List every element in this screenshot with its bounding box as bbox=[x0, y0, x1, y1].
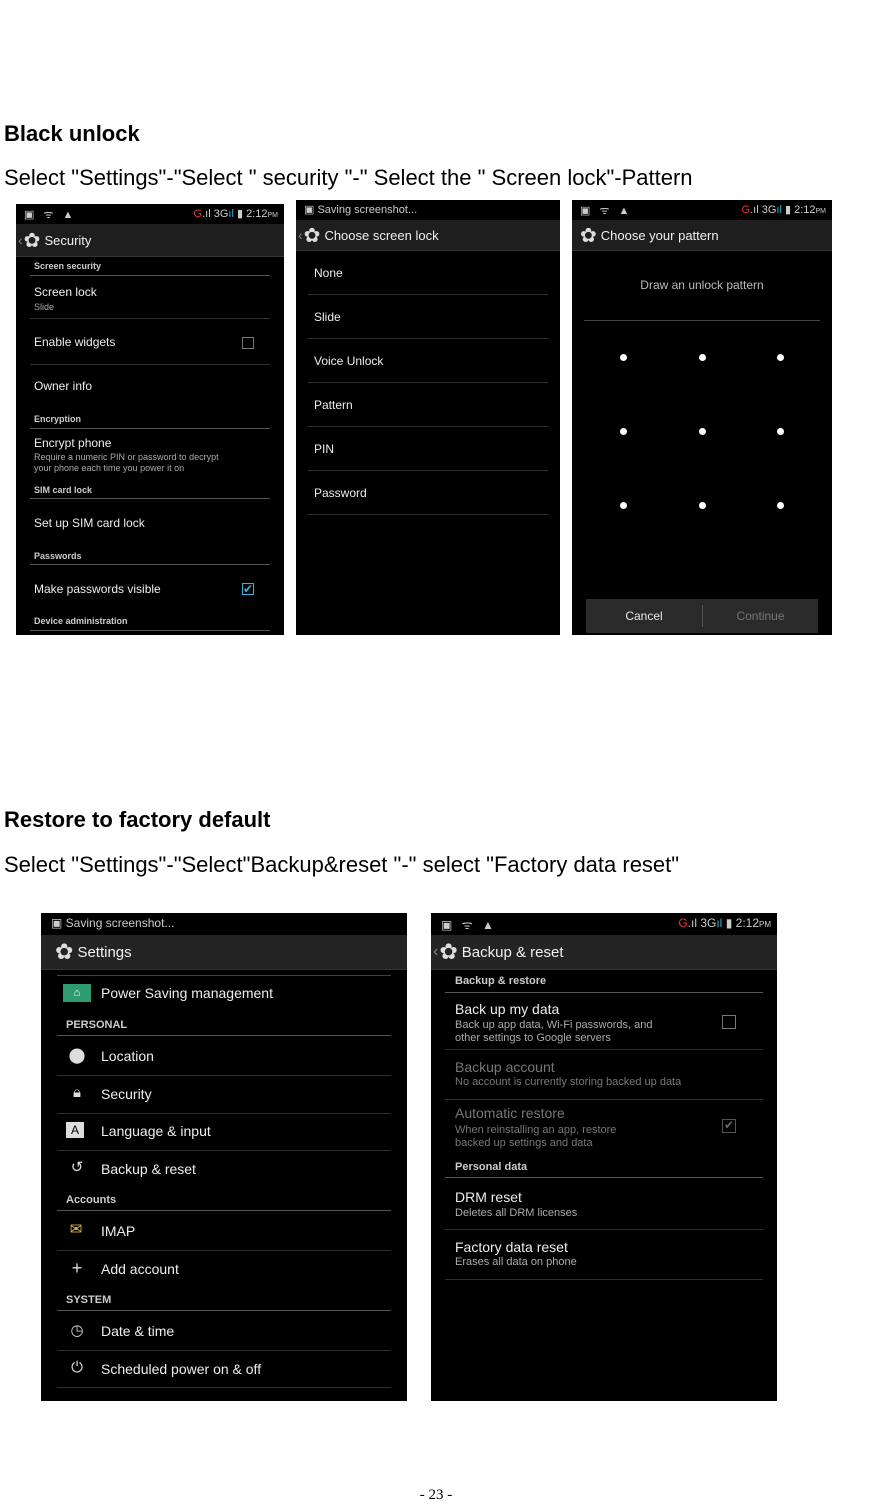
section-divider bbox=[57, 1035, 391, 1036]
battery-icon: ▮ bbox=[725, 916, 733, 930]
divider bbox=[57, 1350, 391, 1351]
encrypt-phone-summary-1: Require a numeric PIN or password to decrypt bbox=[34, 452, 219, 462]
instruction-text-unlock: Select "Settings"-"Select " security "-" Select the " Screen lock"-Pattern bbox=[4, 165, 693, 190]
pattern-dot[interactable] bbox=[620, 428, 627, 435]
pattern-dot[interactable] bbox=[699, 428, 706, 435]
settings-item-date-time[interactable]: Date & time bbox=[101, 1323, 175, 1339]
divider bbox=[445, 1279, 763, 1280]
encrypt-phone-summary-2: your phone each time you power it on bbox=[34, 463, 185, 473]
network-g-icon: G bbox=[741, 204, 751, 216]
pattern-dot[interactable] bbox=[777, 428, 784, 435]
divider bbox=[584, 320, 820, 321]
back-up-data-summary-1: Back up app data, Wi-Fi passwords, and bbox=[455, 1019, 653, 1031]
network-g-icon: G bbox=[193, 208, 203, 220]
screenshot-choose-screen-lock bbox=[296, 200, 560, 635]
settings-item-scheduled-power[interactable]: Scheduled power on & off bbox=[101, 1361, 262, 1377]
status-ampm: PM bbox=[267, 212, 278, 219]
continue-button[interactable]: Continue bbox=[736, 609, 785, 623]
lock-option-pin[interactable]: PIN bbox=[314, 442, 335, 456]
back-chevron-icon[interactable]: ‹ bbox=[433, 943, 439, 960]
setting-drm-reset[interactable]: DRM reset bbox=[455, 1189, 522, 1205]
cancel-button[interactable]: Cancel bbox=[625, 609, 663, 623]
section-divider bbox=[30, 498, 270, 499]
screenshot-security bbox=[16, 204, 284, 635]
email-envelope-icon: ✉ bbox=[69, 1221, 83, 1238]
divider bbox=[57, 975, 391, 976]
divider bbox=[308, 514, 548, 515]
divider bbox=[445, 1099, 763, 1100]
lock-option-slide[interactable]: Slide bbox=[314, 310, 341, 324]
action-bar bbox=[572, 220, 832, 251]
automatic-restore-summary-1: When reinstalling an app, restore bbox=[455, 1124, 617, 1136]
power-saving-icon: ⌂ bbox=[63, 984, 91, 1002]
gear-icon: ✿ bbox=[23, 229, 41, 252]
status-bar bbox=[16, 204, 284, 224]
divider bbox=[445, 1229, 763, 1230]
setting-backup-account[interactable]: Backup account bbox=[455, 1059, 555, 1075]
location-pin-icon: ⬤ bbox=[68, 1047, 86, 1064]
setting-enable-widgets[interactable]: Enable widgets bbox=[34, 335, 116, 349]
screen-title: Choose screen lock bbox=[324, 227, 439, 243]
setting-make-passwords-visible[interactable]: Make passwords visible bbox=[34, 582, 161, 596]
divider bbox=[445, 1049, 763, 1050]
gear-icon: ✿ bbox=[55, 939, 74, 964]
pattern-dot[interactable] bbox=[620, 502, 627, 509]
section-system: SYSTEM bbox=[66, 1294, 112, 1306]
automatic-restore-summary-2: backed up settings and data bbox=[455, 1137, 593, 1149]
backup-restore-icon: ↺ bbox=[70, 1159, 84, 1176]
screenshot-choose-pattern bbox=[572, 200, 832, 635]
status-left-icons: ▣ ᯤ ▲ bbox=[24, 209, 77, 221]
pattern-dot[interactable] bbox=[777, 502, 784, 509]
network-g-icon: G bbox=[678, 916, 688, 930]
page-number: - 23 - bbox=[419, 1487, 453, 1503]
setting-screen-lock-summary: Slide bbox=[34, 302, 55, 312]
status-ampm: PM bbox=[759, 920, 771, 929]
status-bar bbox=[41, 913, 407, 935]
back-chevron-icon[interactable]: ‹ bbox=[18, 232, 23, 248]
screenshot-settings bbox=[41, 913, 407, 1401]
action-bar bbox=[16, 224, 284, 257]
divider bbox=[30, 318, 270, 319]
section-divider bbox=[57, 1310, 391, 1311]
screen-title: Backup & reset bbox=[461, 943, 564, 961]
setting-automatic-restore[interactable]: Automatic restore bbox=[455, 1105, 565, 1121]
gear-icon: ✿ bbox=[439, 939, 458, 964]
signal-icon: .ıl 3G bbox=[202, 208, 229, 220]
action-bar bbox=[431, 935, 777, 970]
saving-screenshot-notice: ▣ Saving screenshot... bbox=[51, 916, 175, 930]
back-up-data-summary-2: other settings to Google servers bbox=[455, 1032, 611, 1044]
divider bbox=[57, 1150, 391, 1151]
settings-item-add-account[interactable]: Add account bbox=[101, 1261, 179, 1277]
status-bar bbox=[296, 200, 560, 220]
status-time: 2:12 bbox=[794, 204, 816, 216]
clock-icon: ◷ bbox=[70, 1322, 84, 1339]
section-passwords: Passwords bbox=[34, 551, 82, 561]
battery-icon: ▮ bbox=[236, 208, 244, 220]
signal2-icon: ıl bbox=[716, 916, 723, 930]
section-personal-data: Personal data bbox=[455, 1161, 528, 1173]
section-divider bbox=[30, 630, 270, 631]
language-keyboard-icon: A bbox=[66, 1122, 84, 1138]
section-divider bbox=[30, 275, 270, 276]
status-bar bbox=[572, 200, 832, 220]
pattern-dot[interactable] bbox=[620, 354, 627, 361]
pattern-dot[interactable] bbox=[699, 502, 706, 509]
lock-option-pattern[interactable]: Pattern bbox=[314, 398, 353, 412]
passwords-visible-checkbox[interactable]: ✔ bbox=[243, 582, 254, 596]
pattern-prompt: Draw an unlock pattern bbox=[640, 278, 764, 292]
screen-title: Choose your pattern bbox=[600, 227, 719, 243]
section-heading-restore: Restore to factory default bbox=[4, 807, 271, 832]
settings-item-backup-reset[interactable]: Backup & reset bbox=[101, 1161, 196, 1177]
setting-encrypt-phone[interactable]: Encrypt phone bbox=[34, 436, 112, 450]
signal-icon: .ıl 3G bbox=[687, 916, 717, 930]
scheduled-power-icon: ⏻ bbox=[71, 1359, 83, 1376]
divider bbox=[308, 470, 548, 471]
pattern-button-bar bbox=[586, 599, 818, 633]
divider bbox=[308, 294, 548, 295]
divider bbox=[57, 1113, 391, 1114]
lock-option-voice-unlock[interactable]: Voice Unlock bbox=[314, 354, 384, 368]
divider bbox=[57, 1387, 391, 1388]
section-screen-security: Screen security bbox=[34, 261, 102, 271]
section-device-administration: Device administration bbox=[34, 616, 128, 626]
settings-item-power-saving[interactable]: Power Saving management bbox=[101, 985, 273, 1001]
section-divider bbox=[445, 992, 763, 993]
screenshot-backup-reset bbox=[431, 913, 777, 1401]
divider bbox=[308, 426, 548, 427]
instruction-text-restore: Select "Settings"-"Select"Backup&reset "-" select "Factory data reset" bbox=[4, 852, 680, 877]
back-chevron-icon[interactable]: ‹ bbox=[298, 227, 303, 243]
setting-back-up-my-data[interactable]: Back up my data bbox=[455, 1001, 560, 1017]
status-left-icons: ▣ ᯤ ▲ bbox=[580, 205, 633, 217]
backup-account-summary: No account is currently storing backed up data bbox=[455, 1076, 682, 1088]
action-bar bbox=[41, 935, 407, 970]
screen-title: Security bbox=[44, 232, 92, 248]
settings-item-imap[interactable]: IMAP bbox=[101, 1223, 136, 1239]
pattern-dot[interactable] bbox=[777, 354, 784, 361]
factory-data-reset-summary: Erases all data on phone bbox=[455, 1256, 577, 1268]
signal2-icon: ıl bbox=[228, 208, 234, 220]
section-encryption: Encryption bbox=[34, 414, 82, 424]
signal-icon: .ıl 3G bbox=[750, 204, 777, 216]
settings-item-location[interactable]: Location bbox=[101, 1048, 154, 1064]
screenshot-icon: ▣ bbox=[304, 204, 318, 216]
saving-screenshot-notice: ▣ Saving screenshot... bbox=[304, 204, 418, 216]
section-personal: PERSONAL bbox=[66, 1019, 128, 1031]
screenshot-icon: ▣ bbox=[51, 916, 66, 930]
lock-option-none[interactable]: None bbox=[314, 266, 343, 280]
enable-widgets-checkbox[interactable] bbox=[242, 337, 254, 349]
section-accounts: Accounts bbox=[66, 1194, 117, 1206]
back-up-data-checkbox[interactable] bbox=[722, 1015, 736, 1029]
setting-sim-card-lock[interactable]: Set up SIM card lock bbox=[34, 516, 145, 530]
status-bar bbox=[431, 913, 777, 935]
lock-option-password[interactable]: Password bbox=[314, 486, 367, 500]
signal2-icon: ıl bbox=[776, 204, 782, 216]
settings-item-security[interactable]: Security bbox=[101, 1086, 152, 1102]
status-left-icons: ▣ ᯤ ▲ bbox=[441, 918, 497, 932]
divider bbox=[308, 338, 548, 339]
section-divider bbox=[30, 428, 270, 429]
lock-icon: 🔒︎ bbox=[73, 1084, 81, 1101]
gear-icon: ✿ bbox=[303, 224, 321, 247]
screen-title: Settings bbox=[77, 943, 132, 961]
status-time: 2:12 bbox=[246, 208, 268, 220]
setting-screen-lock[interactable]: Screen lock bbox=[34, 285, 97, 299]
section-backup-restore: Backup & restore bbox=[455, 975, 547, 987]
gear-icon: ✿ bbox=[580, 224, 597, 247]
settings-item-language-input[interactable]: Language & input bbox=[101, 1123, 211, 1139]
pattern-dot[interactable] bbox=[699, 354, 706, 361]
status-ampm: PM bbox=[815, 208, 826, 215]
divider bbox=[57, 1075, 391, 1076]
setting-owner-info[interactable]: Owner info bbox=[34, 379, 93, 393]
battery-icon: ▮ bbox=[784, 204, 792, 216]
divider bbox=[308, 382, 548, 383]
divider bbox=[30, 364, 270, 365]
section-sim-card-lock: SIM card lock bbox=[34, 485, 93, 495]
status-time: 2:12 bbox=[735, 916, 759, 930]
drm-reset-summary: Deletes all DRM licenses bbox=[455, 1207, 578, 1219]
plus-icon: + bbox=[71, 1258, 83, 1278]
action-bar bbox=[296, 220, 560, 251]
section-divider bbox=[30, 564, 270, 565]
divider bbox=[57, 1250, 391, 1251]
setting-factory-data-reset[interactable]: Factory data reset bbox=[455, 1239, 568, 1255]
automatic-restore-checkbox[interactable]: ✔ bbox=[723, 1118, 735, 1132]
section-divider bbox=[445, 1177, 763, 1178]
section-divider bbox=[57, 1210, 391, 1211]
section-heading-black-unlock: Black unlock bbox=[4, 121, 140, 146]
